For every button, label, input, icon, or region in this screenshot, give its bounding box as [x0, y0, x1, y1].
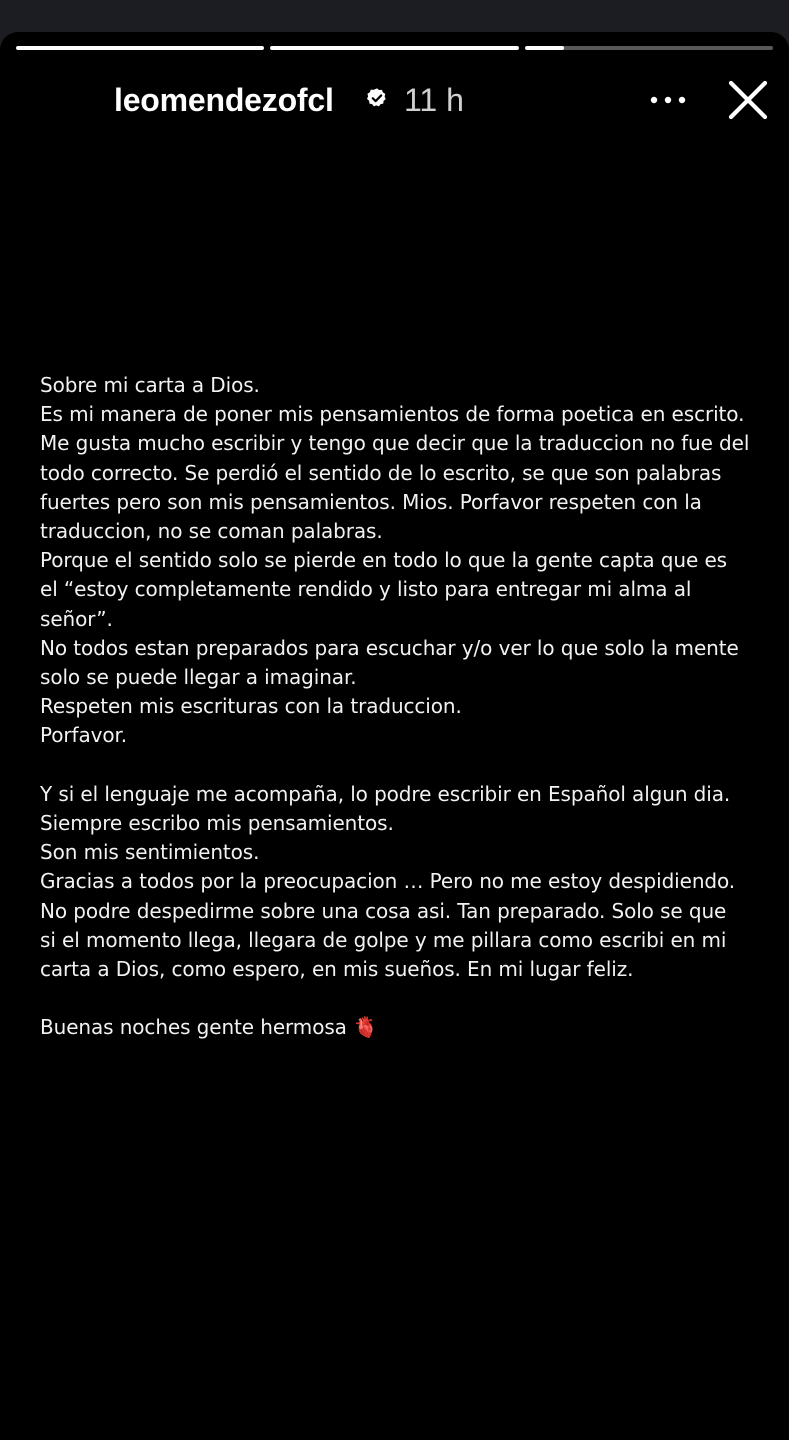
text-line: señor”. — [40, 606, 113, 631]
text-line: No podre despedirme sobre una cosa asi. Tan preparado. Solo se que — [40, 898, 727, 923]
story-progress-bar — [16, 46, 773, 50]
text-line: Siempre escribo mis pensamientos. — [40, 811, 394, 836]
story-viewer[interactable] — [0, 32, 789, 1440]
text-line: todo correcto. Se perdió el sentido de lo escrito, se que son palabras — [40, 460, 722, 485]
text-line: Y si el lenguaje me acompaña, lo podre escribir en Español algun dia. — [40, 781, 731, 806]
blank-line — [40, 984, 760, 1013]
blank-line — [40, 751, 760, 780]
username[interactable]: leomendezofcl — [114, 82, 334, 118]
text-line: Son mis sentimientos. — [40, 840, 260, 865]
text-line: carta a Dios, como espero, en mis sueños. En mi lugar feliz. — [40, 957, 634, 982]
text-line: Gracias a todos por la preocupacion … Pero no me estoy despidiendo. — [40, 869, 736, 894]
story-timestamp: 11 h — [404, 82, 464, 118]
close-icon[interactable] — [726, 78, 770, 122]
text-line: el “estoy completamente rendido y listo para entregar mi alma al — [40, 577, 692, 602]
text-line: Me gusta mucho escribir y tengo que decir que la traduccion no fue del — [40, 431, 750, 456]
text-line: Buenas noches gente hermosa 🫀 — [40, 1015, 378, 1040]
text-line: solo se puede llegar a imaginar. — [40, 665, 357, 690]
progress-segment — [270, 46, 518, 50]
text-line: si el momento llega, llegara de golpe y me pillara como escribi en mi — [40, 927, 727, 952]
progress-fill — [525, 46, 565, 50]
text-line: Respeten mis escrituras con la traduccion. — [40, 694, 462, 719]
text-line: Es mi manera de poner mis pensamientos de forma poetica en escrito. — [40, 402, 745, 427]
progress-segment — [16, 46, 264, 50]
progress-fill — [16, 46, 264, 50]
story-header — [0, 76, 789, 126]
text-line: fuertes pero son mis pensamientos. Mios. Porfavor respeten con la — [40, 489, 702, 514]
text-line: Porque el sentido solo se pierde en todo lo que la gente capta que es — [40, 548, 727, 573]
progress-fill — [270, 46, 518, 50]
verified-badge-icon — [366, 87, 388, 109]
text-line: Sobre mi carta a Dios. — [40, 373, 260, 397]
progress-segment — [525, 46, 773, 50]
text-line: No todos estan preparados para escuchar y/o ver lo que solo la mente — [40, 635, 739, 660]
text-line: Porfavor. — [40, 723, 128, 748]
text-line: traduccion, no se coman palabras. — [40, 519, 383, 544]
story-text — [40, 371, 760, 1043]
more-horizontal-icon[interactable] — [648, 88, 688, 112]
